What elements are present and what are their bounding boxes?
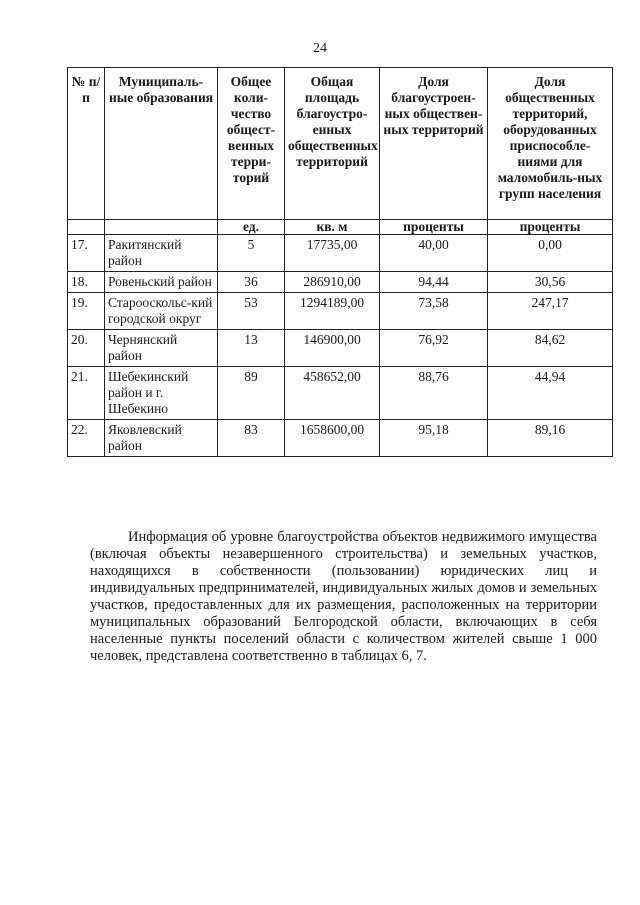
row-share-improved: 95,18 xyxy=(380,420,488,457)
row-num: 19. xyxy=(68,293,105,330)
page-number: 24 xyxy=(313,41,327,56)
unit-share-equipped: проценты xyxy=(488,220,613,235)
table-row xyxy=(68,293,613,330)
unit-share-improved: проценты xyxy=(380,220,488,235)
row-municipality: Старооскольс-кий городской округ xyxy=(105,293,218,330)
row-municipality: Ровеньский район xyxy=(105,272,218,293)
header-total-area: Общая площадь благоустро-енных общественных территорий xyxy=(285,68,380,220)
row-count: 36 xyxy=(218,272,285,293)
header-total-count: Общее коли-чество общест-венных терри-торий xyxy=(218,68,285,220)
row-area: 458652,00 xyxy=(285,367,380,420)
row-share-equipped: 89,16 xyxy=(488,420,613,457)
unit-municipality xyxy=(105,220,218,235)
row-count: 13 xyxy=(218,330,285,367)
row-num: 18. xyxy=(68,272,105,293)
row-area: 17735,00 xyxy=(285,235,380,272)
row-share-equipped: 44,94 xyxy=(488,367,613,420)
table-row xyxy=(68,367,613,420)
header-municipality: Муниципаль-ные образования xyxy=(105,68,218,220)
row-area: 146900,00 xyxy=(285,330,380,367)
row-share-improved: 73,58 xyxy=(380,293,488,330)
row-count: 5 xyxy=(218,235,285,272)
header-num: № п/п xyxy=(68,68,105,220)
unit-total-count: ед. xyxy=(218,220,285,235)
table-row xyxy=(68,272,613,293)
row-municipality: Ракитянский район xyxy=(105,235,218,272)
table-header-row xyxy=(68,68,613,220)
row-share-improved: 40,00 xyxy=(380,235,488,272)
row-share-equipped: 30,56 xyxy=(488,272,613,293)
row-area: 286910,00 xyxy=(285,272,380,293)
row-share-improved: 88,76 xyxy=(380,367,488,420)
row-count: 53 xyxy=(218,293,285,330)
unit-num xyxy=(68,220,105,235)
row-share-equipped: 84,62 xyxy=(488,330,613,367)
header-share-equipped: Доля общественных территорий, оборудованных приспособле-ниями для маломобиль-ных групп населения xyxy=(488,68,613,220)
row-count: 83 xyxy=(218,420,285,457)
row-area: 1294189,00 xyxy=(285,293,380,330)
row-num: 22. xyxy=(68,420,105,457)
row-num: 21. xyxy=(68,367,105,420)
row-count: 89 xyxy=(218,367,285,420)
row-municipality: Чернянский район xyxy=(105,330,218,367)
body-paragraph: Информация об уровне благоустройства объектов недвижимого имущества (включая объекты незавершенного строительства) и земельных участков, находящихся в собственности (пользовании) юридических лиц и индивидуальных предпринимателей, индивидуальных жилых домов и земельных участков, предоставленных для их размещения, расположенных на территории муниципальных образований Белгородской области, включающих в себя населенные пункты поселений области с количеством жителей свыше 1 000 человек, представлена соответственно в таблицах 6, 7. xyxy=(90,528,597,664)
row-share-improved: 76,92 xyxy=(380,330,488,367)
row-area: 1658600,00 xyxy=(285,420,380,457)
table-units-row xyxy=(68,220,613,235)
row-municipality: Шебекинский район и г. Шебекино xyxy=(105,367,218,420)
row-share-equipped: 247,17 xyxy=(488,293,613,330)
row-share-equipped: 0,00 xyxy=(488,235,613,272)
row-num: 17. xyxy=(68,235,105,272)
header-share-improved: Доля благоустроен-ных обществен-ных территорий xyxy=(380,68,488,220)
row-num: 20. xyxy=(68,330,105,367)
unit-total-area: кв. м xyxy=(285,220,380,235)
statistics-table xyxy=(67,67,613,457)
table-row xyxy=(68,330,613,367)
table-row xyxy=(68,235,613,272)
row-share-improved: 94,44 xyxy=(380,272,488,293)
row-municipality: Яковлевский район xyxy=(105,420,218,457)
table-row xyxy=(68,420,613,457)
